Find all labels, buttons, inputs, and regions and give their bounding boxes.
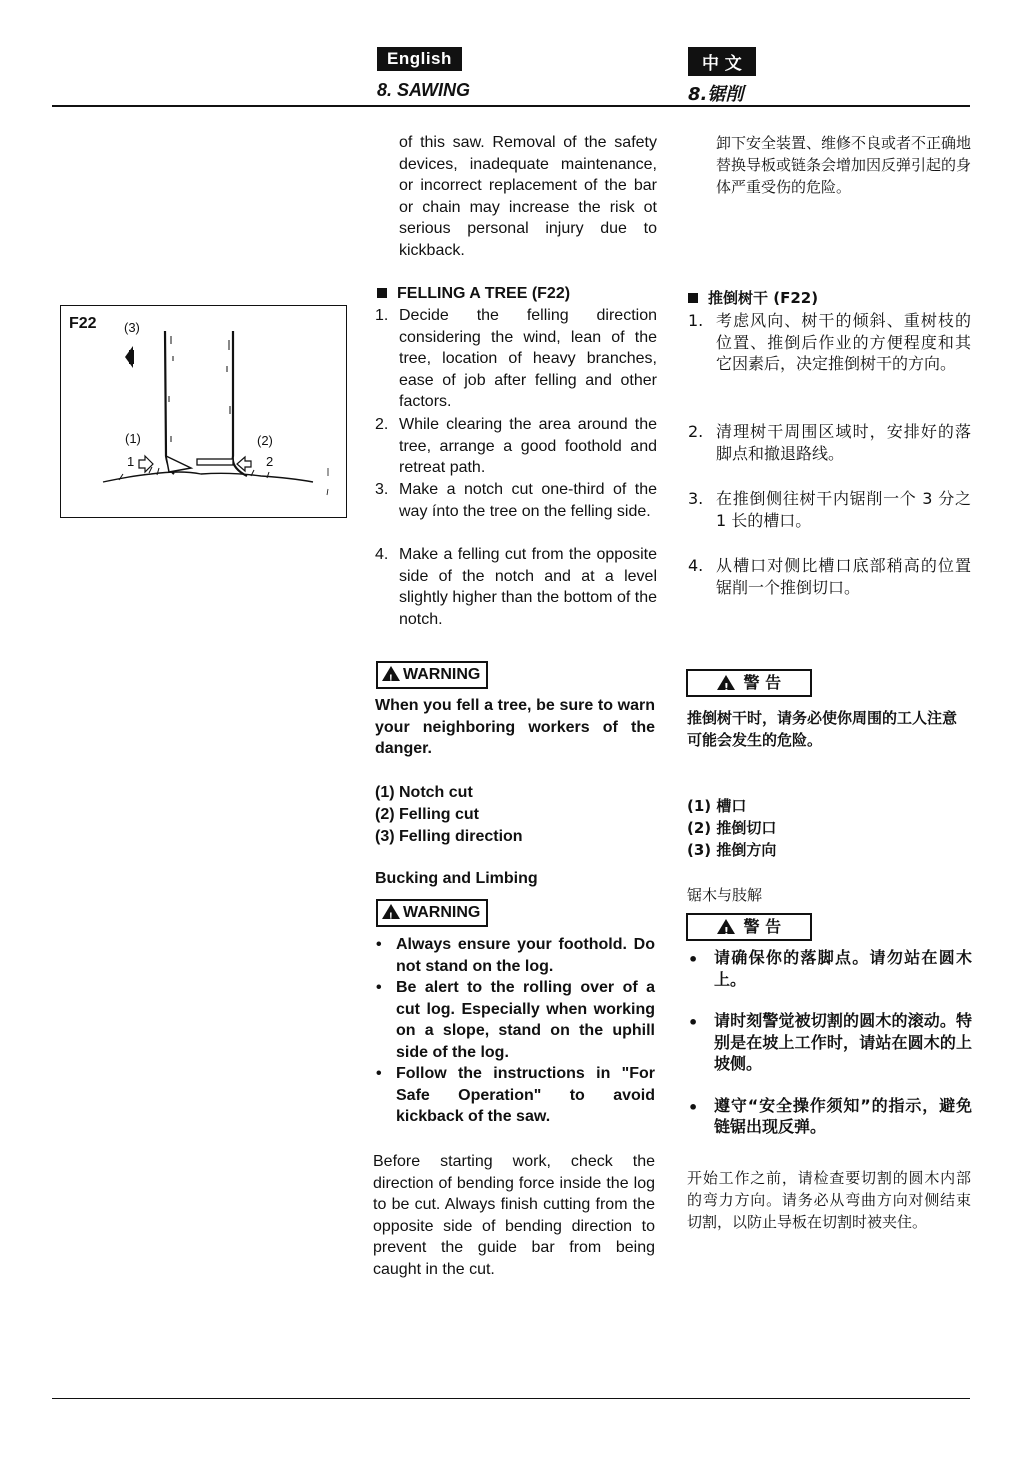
callout-notch-cut: (1) — [125, 431, 141, 446]
chinese-step: 4. 从槽口对侧比槽口底部稍高的位置锯削一个推倒切口。 — [688, 556, 971, 597]
warning-label: WARNING — [403, 666, 481, 683]
english-warning-text-1: When you fell a tree, be sure to warn your neighboring workers of the danger. — [375, 697, 655, 757]
marker-1: 1 — [127, 454, 135, 469]
chinese-bucking-bullets — [686, 947, 972, 1138]
chinese-step: 2. 清理树干周围区域时，安排好的落脚点和撤退路线。 — [688, 422, 971, 463]
bullet-square-icon — [377, 288, 387, 298]
english-step: 4. Make a felling cut from the opposite side of the notch and at a level slightly higher than the bottom of the notch. — [375, 546, 657, 628]
english-bucking-bullets — [374, 934, 655, 1128]
warning-triangle-icon — [382, 666, 400, 681]
footer-rule — [52, 1398, 970, 1399]
english-step: 1. Decide the felling direction considering the wind, lean of the tree, location of heavy branches, ease of job after felling and other factors. — [375, 307, 657, 410]
chinese-step: 1. 考虑风向、树干的倾斜、重树枝的位置、推倒后作业的方便程度和其它因素后，决定推倒树干的方向。 — [688, 311, 971, 373]
bullet-square-icon — [688, 293, 698, 303]
chinese-bucking-heading: 锯木与肢解 — [687, 886, 763, 904]
section-title-chinese: 8.锯削 — [688, 84, 744, 105]
chinese-warning-badge-1 — [686, 669, 812, 697]
chinese-warning-badge-2 — [686, 913, 812, 941]
warning-triangle-icon — [717, 675, 735, 690]
legend-item: (1) Notch cut — [375, 784, 473, 801]
language-tag-english: English — [377, 47, 462, 71]
section-title-english: 8. SAWING — [377, 80, 471, 100]
chinese-step: 3. 在推倒侧往树干内锯削一个 3 分之 1 长的槽口。 — [688, 489, 971, 530]
header-rule — [52, 105, 970, 107]
english-bucking-heading: Bucking and Limbing — [375, 870, 538, 887]
legend-item: (2) Felling cut — [375, 806, 479, 823]
bullet-item: • 遵守“安全操作须知”的指示，避免链锯出现反弹。 — [686, 1095, 972, 1138]
warning-triangle-icon — [717, 919, 735, 934]
callout-felling-cut: (2) — [257, 433, 273, 448]
callout-felling-direction: (3) — [124, 320, 140, 335]
warning-label: WARNING — [403, 904, 481, 921]
legend-item: (2) 推倒切口 — [687, 819, 777, 837]
english-step: 2. While clearing the area around the tree, arrange a good foothold and retreat path. — [375, 416, 657, 476]
english-warning-badge-1 — [376, 661, 488, 689]
english-warning-badge-2 — [376, 899, 488, 927]
chinese-felling-heading — [688, 287, 818, 309]
legend-item: (3) Felling direction — [375, 828, 523, 845]
chinese-intro-paragraph: 卸下安全装置、维修不良或者不正确地替换导板或链条会增加因反弹引起的身体严重受伤的危险。 — [716, 134, 972, 196]
chinese-felling-steps — [688, 310, 971, 599]
bullet-item: • 请确保你的落脚点。请勿站在圆木上。 — [686, 947, 972, 990]
english-felling-heading-text: FELLING A TREE (F22) — [397, 285, 571, 302]
chinese-closing-paragraph: 开始工作之前，请检查要切割的圆木内部的弯力方向。请务必从弯曲方向对侧结束切割，以防止导板在切割时被夹住。 — [687, 1169, 971, 1231]
bullet-item: • 请时刻警觉被切割的圆木的滚动。特别是在坡上工作时，请站在圆木的上坡侧。 — [686, 1010, 972, 1075]
figure-f22 — [60, 305, 347, 518]
english-felling-steps — [375, 305, 657, 631]
felling-cut-arrow-icon — [237, 457, 251, 471]
chinese-felling-heading-text: 推倒树干 (F22) — [708, 289, 819, 307]
chinese-warning-text-1: 推倒树干时，请务必使你周围的工人注意可能会发生的危险。 — [687, 709, 958, 749]
legend-item: (1) 槽口 — [687, 797, 747, 815]
english-figure-legend — [375, 782, 523, 848]
english-felling-heading — [377, 285, 570, 303]
warning-triangle-icon — [382, 904, 400, 919]
english-intro-paragraph: of this saw. Removal of the safety devices, inadequate maintenance, or incorrect replacement of the bar or chain may increase the risk ot serious personal injury due to kickback. — [399, 134, 657, 259]
bullet-item: • Always ensure your foothold. Do not stand on the log. — [374, 934, 655, 977]
legend-item: (3) 推倒方向 — [687, 841, 777, 859]
figure-label: F22 — [69, 315, 97, 332]
language-tag-chinese: 中 文 — [688, 47, 756, 76]
marker-2: 2 — [266, 454, 274, 469]
chinese-figure-legend — [687, 795, 776, 861]
tree-felling-diagram — [61, 306, 346, 517]
bullet-item: • Follow the instructions in "For Safe Operation" to avoid kickback of the saw. — [374, 1063, 655, 1128]
warning-label: 警 告 — [743, 917, 782, 936]
english-closing-paragraph: Before starting work, check the direction of bending force inside the log to be cut. Always finish cutting from the opposite side of bending direction to prevent the guide bar from being caught in the cut. — [373, 1153, 655, 1278]
english-step: 3. Make a notch cut one-third of the way ínto the tree on the felling side. — [375, 481, 657, 520]
bullet-item: • Be alert to the rolling over of a cut log. Especially when working on a slope, stand on the uphill side of the log. — [374, 977, 655, 1063]
warning-label: 警 告 — [743, 673, 782, 692]
